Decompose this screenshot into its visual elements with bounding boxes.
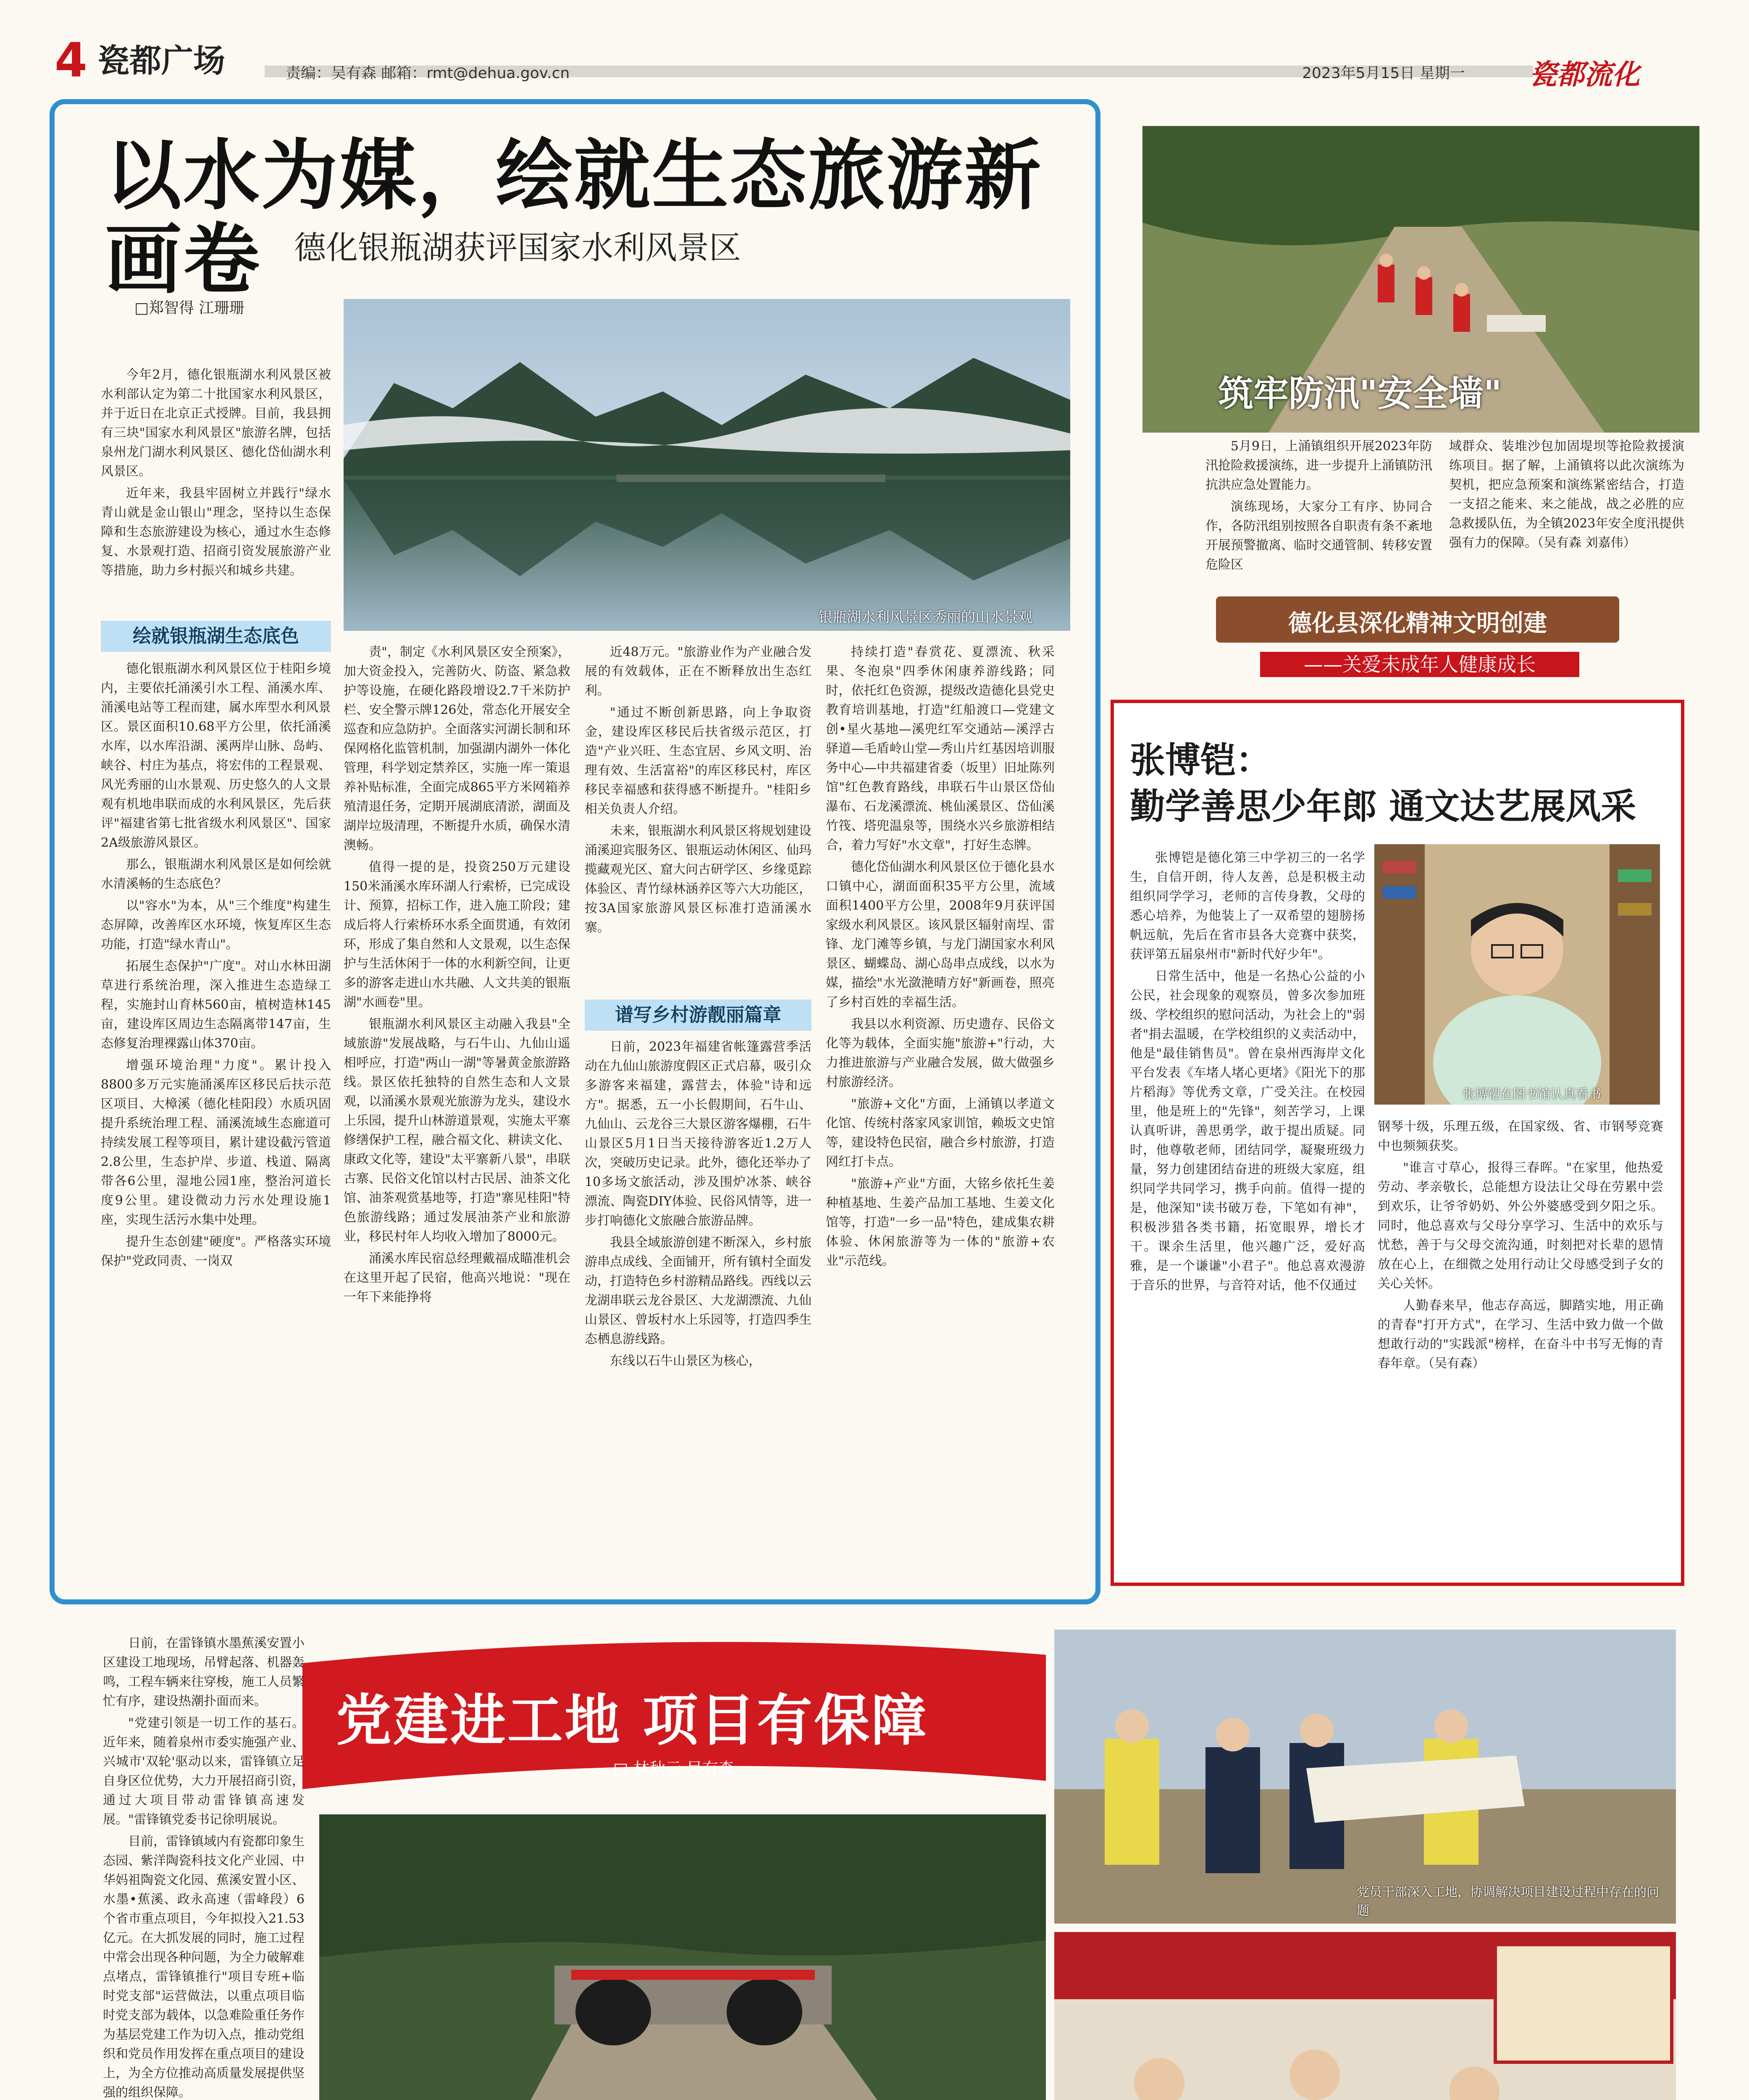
paragraph: 日常生活中，他是一名热心公益的小公民，社会现象的观察员，曾多次参加班级、学校组织的慰问活动，为社会上的"弱者"捐去温暖，在学校组织的义卖活动中，他是"最佳销售员"。曾在泉州西海岸文化平台发表《车堵人堵心更堵》《阳光下的那片稻海》等优秀文章，广受关注。在校园里，他是班上的"先锋"，刻苦学习，上课认真听讲，善思勇学，敢于提出质疑。同时，他尊敬老师，团结同学，凝聚班级力量，努力创建团结奋进的班级大家庭，组织同学共同学习，携手向前。值得一提的是，他深知"读书破万卷，下笔如有神"，积极涉猎各类书籍，拓宽眼界，增长才干。课余生活里，他兴趣广泛，爱好高雅，是一个谦谦"小君子"。他总喜欢漫游于音乐的世界，与音符对话，他不仅通过 <box>1130 969 1365 1293</box>
main-headline: 以水为媒，绘就生态旅游新画卷 <box>105 131 1043 304</box>
paragraph: 未来，银瓶湖水利风景区将规划建设涌溪迎宾服务区、银瓶运动休闲区、仙玛揽藏观光区、窟大问古研学区、乡缘觅踪体验区、青竹绿林涵养区等六大功能区，按3A国家旅游风景区标准打造涌溪水寨。 <box>585 824 811 935</box>
main-col1 <box>101 365 331 583</box>
main-col3b <box>585 1037 811 1373</box>
paragraph: 钢琴十级，乐理五级，在国家级、省、市钢琴竞赛中也频频获奖。 <box>1378 1119 1663 1153</box>
paragraph: 近48万元。"旅游业作为产业融合发展的有效载体，正在不断释放出生态红利。 <box>585 645 811 698</box>
main-col3 <box>585 643 811 940</box>
paragraph: 域群众、装堆沙包加固堤坝等抢险救援演练项目。据了解，上涌镇将以此次演练为契机，把应急预案和演练紧密结合，打造一支招之能来、来之能战，战之必胜的应急救援队伍，为全镇2023年安全度汛提供强有力的保障。（吴有森 刘嘉伟） <box>1449 439 1684 550</box>
flood-photo-title: 筑牢防汛"安全墙" <box>1218 373 1502 414</box>
paragraph: 目前，雷锋镇域内有瓷都印象生态园、紫洋陶瓷科技文化产业园、中华妈祖陶瓷文化园、蕉溪安置小区、水墨•蕉溪、政永高速（雷峰段）6个省市重点项目，今年拟投入21.53亿元。在大抓发展的同时，施工过程中常会出现各种问题，为全力破解难点堵点，雷锋镇推行"项目专班+临时党支部"运营做法，以重点项目临时党支部为载体，以急难险重任务作为基层党建工作为切入点，推动党组织和党员作用发挥在重点项目的建设上，为全方位推动高质量发展提供坚强的组织保障。 <box>103 1834 305 2100</box>
main-col1b <box>101 659 331 1273</box>
lake-photo-caption: 银瓶湖水利风景区秀丽的山水景观 <box>818 609 1032 626</box>
paragraph: 持续打造"春赏花、夏漂流、秋采果、冬泡泉"四季休闲康养游线路；同时，依托红色资源，提级改造德化县党史教育培训基地，打造"红船渡口—党建文创•星火基地—溪兜红军交通站—溪浮古驿道—毛盾岭山堂—秀山片红基因培训服务中心—中共福建省委（坂里）旧址陈列馆"红色教育路线，串联石牛山景区岱仙瀑布、石龙溪漂流、桃仙溪景区、岱仙溪竹筏、塔兜温泉等，围绕水兴乡旅游相结合，着力写好"水文章"，打好生态牌。 <box>826 645 1055 853</box>
paragraph: 近年来，我县牢固树立并践行"绿水青山就是金山银山"理念，坚持以生态保障和生态旅游建设为核心，通过水生态修复、水景观打造、招商引资发展旅游产业等措施，助力乡村振兴和城乡共建。 <box>101 486 331 578</box>
student-headline: 勤学善思少年郎 通文达艺展风采 <box>1130 786 1636 827</box>
party-col1 <box>103 1634 305 2100</box>
paragraph: "通过不断创新思路，向上争取资金，建设库区移民后扶省级示范区，打造"产业兴旺、生态宜居、乡风文明、治理有效、生活富裕"的库区移民村，库区移民幸福感和获得感不断提升。"桂阳乡相关负责人介绍。 <box>585 705 811 816</box>
paragraph: 德化岱仙湖水利风景区位于德化县水口镇中心，湖面面积35平方公里，流域面积1400平方公里，2008年9月获评国家级水利风景区。该风景区辐射南埕、雷锋、龙门滩等乡镇，与龙门湖国家水利风景区、蝴蝶岛、湖心岛串点成线，以水为媒，描绘"水光潋滟晴方好"新画卷，照亮了乡村百姓的幸福生活。 <box>826 860 1055 1010</box>
student-photo-caption: 张博铠在图书馆认真看书 <box>1463 1087 1601 1102</box>
meeting-photo <box>1054 1932 1676 2100</box>
main-col4 <box>826 643 1055 1273</box>
flood-col1 <box>1205 437 1432 577</box>
main-col2 <box>344 643 570 1310</box>
student-name: 张博铠： <box>1130 740 1271 781</box>
paragraph: 责"，制定《水利风景区安全预案》，加大资金投入，完善防火、防盗、紧急救护等设施，在硬化路段增设2.7千米防护栏、安全警示牌126处，常态化开展安全巡查和应急防护。全面落实河湖长制和环保网格化监管机制，加强湖内湖外一体化管理，科学划定禁养区，实施一库一策退养补贴标准，全面完成865平方米网箱养殖清退任务，定期开展湖底清淤，湖面及湖岸垃圾清理，不断提升水质，确保水清澳畅。 <box>344 645 570 853</box>
page-number: 4 <box>55 33 87 88</box>
paragraph: 值得一提的是，投资250万元建设150米涌溪水库环湖人行索桥，已完成设计、预算，招标工作，进入施工阶段；建成后将人行索桥环水系全面贯通，有效闭环，形成了集自然和人文景观，以生态保护与生活休闲于一体的水利新空间，让更多的游客走进山水共融、人文共美的银瓶湖"水画卷"里。 <box>344 860 570 1010</box>
section-name: 瓷都广场 <box>97 42 225 79</box>
paragraph: 以"容水"为本，从"三个维度"构建生态屏障，改善库区水环境，恢复库区生态功能，打造"绿水青山"。 <box>101 898 331 952</box>
main-subhead: 德化银瓶湖获评国家水利风景区 <box>294 229 741 266</box>
paragraph: 提升生态创建"硬度"。严格落实环境保护"党政同责、一岗双 <box>101 1234 331 1268</box>
student-banner-text: 德化县深化精神文明创建 <box>1288 610 1547 637</box>
paragraph: "谁言寸草心，报得三春晖。"在家里，他热爱劳动、孝亲敬长，总能想方设法让父母在劳累中尝到欢乐，让爷爷奶奶、外公外婆感受到夕阳之乐。同时，他总喜欢与父母分享学习、生活中的欢乐与忧愁，善于与父母交流沟通，时刻把对长辈的恩情放在心上，在细微之处用行动让父母感受到子女的关心关怀。 <box>1378 1160 1663 1291</box>
paragraph: 张博铠是德化第三中学初三的一名学生，自信开朗，待人友善，总是积极主动组织同学学习，老师的言传身教，父母的悉心培养，为他装上了一双希望的翅膀扬帆远航，先后在省市县各大竞赛中获奖，获评第五届泉州市"新时代好少年"。 <box>1130 850 1365 962</box>
paragraph: 演练现场，大家分工有序、协同合作，各防汛组别按照各自职责有条不紊地开展预警撤离、临时交通管制、转移安置危险区 <box>1205 499 1432 572</box>
paragraph: 那么，银瓶湖水利风景区是如何绘就水清溪畅的生态底色？ <box>101 857 331 891</box>
subhead-ecology: 绘就银瓶湖生态底色 <box>101 621 331 652</box>
main-byline: □郑智得 江珊珊 <box>134 299 244 317</box>
paragraph: 5月9日，上涌镇组织开展2023年防汛抢险救援演练，进一步提升上涌镇防汛抗洪应急处置能力。 <box>1205 439 1432 492</box>
paragraph: 我县以水利资源、历史遗存、民俗文化等为载体，全面实施"旅游+"行动，大力推进旅游与产业融合发展，做大做强乡村旅游经济。 <box>826 1017 1055 1089</box>
paragraph: 日前，在雷锋镇水墨蕉溪安置小区建设工地现场，吊臂起落、机器轰鸣，工程车辆来往穿梭，施工人员繁忙有序，建设热潮扑面而来。 <box>103 1636 305 1709</box>
paragraph: 德化银瓶湖水利风景区位于桂阳乡境内，主要依托涌溪引水工程、涌溪水库、涌溪电站等工程而建，属水库型水利风景区。景区面积10.68平方公里，依托涌溪水库，以水库沿湖、溪两岸山脉、岛屿、峡谷、村庄为基点，将宏伟的工程景观、风光秀丽的山水景观、历史悠久的人文景观有机地串联而成的水利风景区，先后获评"福建省第七批省级水利风景区"、国家2A级旅游风景区。 <box>101 662 331 850</box>
paragraph: 银瓶湖水利风景区主动融入我县"全域旅游"发展战略，与石牛山、九仙山遥相呼应，打造"两山一湖"等暑黄金旅游路线。景区依托独特的自然生态和人文景观，以涌溪水景观光旅游为龙头，建设水上乐园，提升山林游道景观，实施太平寨修缮保护工程，融合福文化、耕读文化、康政文化等，建设"太平寨新八景"，串联古寨、民俗文化馆以村古民居、油茶文化馆、油茶观赏基地等，打造"寨见桂阳"特色旅游线路；通过发展油茶产业和旅游业，移民村年人均收入增加了8000元。 <box>344 1017 570 1244</box>
student-col1 <box>1130 848 1365 1298</box>
paragraph: 我县全域旅游创建不断深入，乡村旅游串点成线、全面铺开，所有镇村全面发动，打造特色乡村游精品路线。西线以云龙湖串联云龙谷景区、大龙湖漂流、九仙山景区、曾坂村水上乐园等，打造四季生态栖息游线路。 <box>585 1235 811 1347</box>
paragraph: "党建引领是一切工作的基石。近年来，随着泉州市委实施强产业、兴城市'双轮'驱动以来，雷锋镇立足自身区位优势，大力开展招商引资，通过大项目带动雷锋镇高速发展。"雷锋镇党委书记徐明展说。 <box>103 1716 305 1827</box>
paragraph: "旅游+产业"方面，大铭乡依托生姜种植基地、生姜产品加工基地、生姜文化馆等，打造"一乡一品"特色，建成集农耕体验、休闲旅游等为一体的"旅游+农业"示范线。 <box>826 1176 1055 1268</box>
paragraph: 人勤春来早，他志存高远，脚踏实地，用正确的青春"打开方式"，在学习、生活中致力做一个做想敢行动的"实践派"榜样，在奋斗中书写无悔的青春年章。（吴有森） <box>1378 1298 1663 1371</box>
paragraph: 增强环境治理"力度"。累计投入8800多万元实施涌溪库区移民后扶示范区项目、大樟溪（德化桂阳段）水质巩固提升系统治理工程、涌溪流域生态廊道可持续发展工程等项目，累计建设截污管道2.8公里，生态护岸、步道、栈道、隔离带各6公里，湿地公园1座，整治河道长度9公里。建设微动力污水处理设施1座，实现生活污水集中处理。 <box>101 1058 331 1227</box>
student-photo <box>1374 844 1660 1105</box>
party-headline: 党建进工地 项目有保障 <box>336 1688 928 1753</box>
paragraph: 今年2月，德化银瓶湖水利风景区被水利部认定为第二十批国家水利风景区，并于近日在北京正式授牌。目前，我县拥有三块"国家水利风景区"旅游名牌，包括泉州龙门湖水利风景区、德化岱仙湖水利风景区。 <box>101 368 331 479</box>
editor-line: 责编：吴有森 邮箱：rmt@dehua.gov.cn <box>286 65 570 82</box>
paragraph: 拓展生态保护"广度"。对山水林田湖草进行系统治理，深入推进生态造绿工程，实施封山育林560亩，植树造林145亩，建设库区周边生态隔离带147亩，生态修复治理裸露山体370亩。 <box>101 959 331 1051</box>
flood-col2 <box>1449 437 1684 555</box>
student-col2 <box>1378 1117 1663 1376</box>
student-banner-sub: ——关爱未成年人健康成长 <box>1260 652 1579 677</box>
paragraph: 东线以石牛山景区为核心， <box>610 1354 761 1368</box>
lake-photo <box>344 299 1070 631</box>
subhead-rural-tourism: 谱写乡村游靓丽篇章 <box>585 1000 811 1031</box>
paragraph: 涌溪水库民宿总经理戴福成瞄准机会在这里开起了民宿，他高兴地说："现在一年下来能挣将 <box>344 1251 570 1305</box>
tunnel-photo <box>319 1814 1046 2100</box>
worksite-photo-caption: 党员干部深入工地，协调解决项目建设过程中存在的问题 <box>1357 1885 1659 1918</box>
paper-logo: 瓷都流化 <box>1529 58 1640 91</box>
paragraph: "旅游+文化"方面，上涌镇以孝道文化馆、传统村落家风家训馆，赖坂文史馆等，建设特色民宿，融合乡村旅游，打造网红打卡点。 <box>826 1097 1055 1169</box>
worksite-photo <box>1054 1630 1676 1924</box>
date-line: 2023年5月15日 星期一 <box>1302 65 1465 82</box>
paragraph: 日前，2023年福建省帐篷露营季活动在九仙山旅游度假区正式启幕，吸引众多游客来福建，露营去，体验"诗和远方"。据悉，五一小长假期间，石牛山、九仙山、云龙谷三大景区游客爆棚，石牛山景区5月1日当天接待游客近1.2万人次，突破历史记录。此外，德化还举办了10多场文旅活动，涉及围炉冰茶、峡谷漂流、陶瓷DIY体验、民俗风情等，进一步打响德化文旅融合旅游品牌。 <box>585 1040 811 1228</box>
party-byline: □ 林秋云 吴有森 <box>613 1759 735 1778</box>
